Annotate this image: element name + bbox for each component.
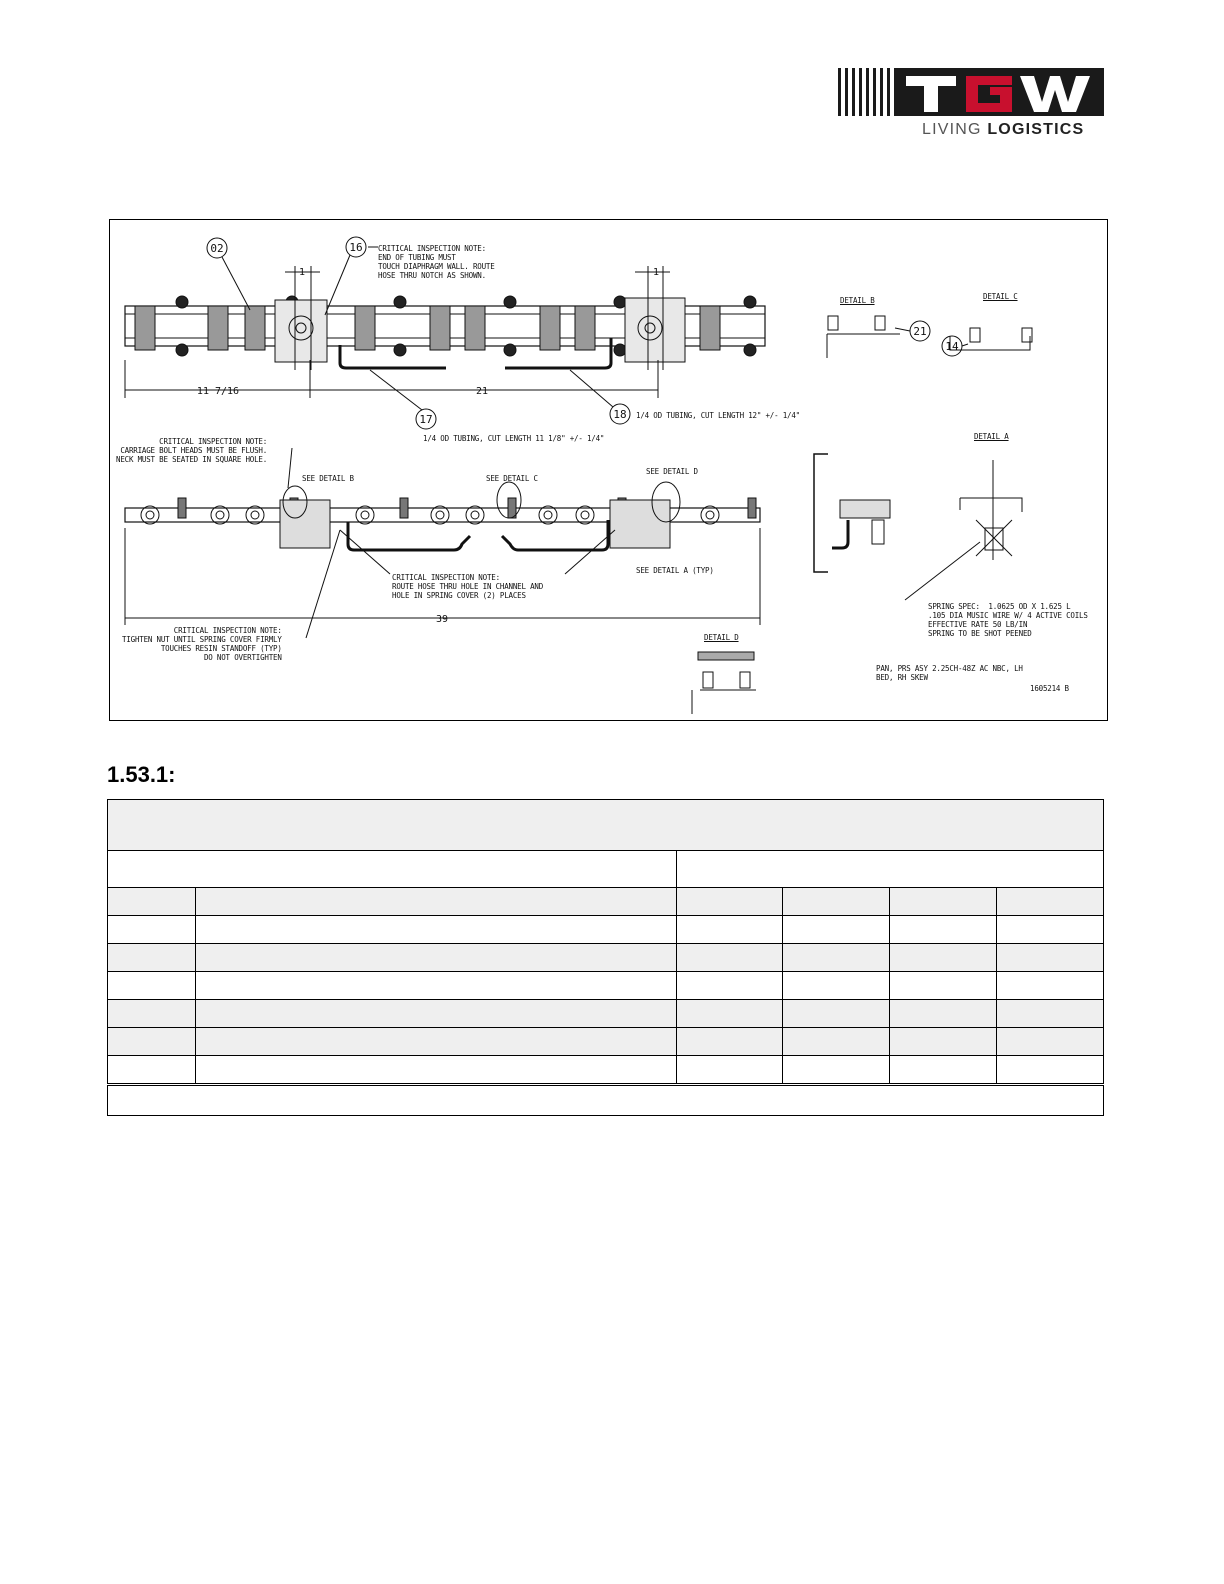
table-cell xyxy=(890,944,997,972)
table-header-cell xyxy=(890,888,997,916)
logo-tagline xyxy=(922,121,1084,139)
tighten-nut-note: CRITICAL INSPECTION NOTE: TIGHTEN NUT UNTIL SPRING COVER FIRMLY TOUCHES RESIN STANDOFF (TYP) DO NOT OVERTIGHTEN xyxy=(122,626,282,662)
table-cell xyxy=(677,1028,783,1056)
table-cell xyxy=(677,944,783,972)
drawing-number: 1605214 B xyxy=(1030,684,1069,693)
table-header-cell xyxy=(783,888,890,916)
table-footer xyxy=(108,1085,1104,1116)
dim-39: 39 xyxy=(435,614,449,625)
table-cell xyxy=(108,1000,196,1028)
table-cell xyxy=(783,1000,890,1028)
part-description: PAN, PRS ASY 2.25CH-48Z AC NBC, LH BED, RH SKEW xyxy=(876,664,1023,682)
table-cell xyxy=(196,1028,677,1056)
table-cell xyxy=(677,1000,783,1028)
table-cell xyxy=(783,972,890,1000)
table-cell xyxy=(108,1028,196,1056)
table-header-cell xyxy=(196,888,677,916)
table-cell xyxy=(997,1028,1104,1056)
table-cell xyxy=(997,916,1104,944)
dim-1-left: 1 xyxy=(298,267,306,278)
table-cell xyxy=(108,972,196,1000)
table-row xyxy=(108,1000,1104,1028)
table-row xyxy=(108,1028,1104,1056)
dim-11-7-16: 11 7/16 xyxy=(196,386,240,397)
table-cell xyxy=(108,944,196,972)
table-cell xyxy=(997,1056,1104,1085)
detail-a-title: DETAIL A xyxy=(974,432,1009,441)
balloon-14: 14 xyxy=(945,340,959,353)
see-detail-b: SEE DETAIL B xyxy=(302,474,354,483)
balloon-18: 18 xyxy=(613,408,627,421)
table-group-header xyxy=(108,851,677,888)
detail-b-title: DETAIL B xyxy=(840,296,875,305)
table-cell xyxy=(890,1028,997,1056)
balloon-02: 02 xyxy=(210,242,224,255)
table-cell xyxy=(890,1056,997,1085)
table-row xyxy=(108,916,1104,944)
inspection-table xyxy=(107,799,1103,1116)
table-cell xyxy=(677,1056,783,1085)
table-cell xyxy=(196,916,677,944)
table-cell xyxy=(196,1056,677,1085)
section-heading: 1.53.1: xyxy=(107,762,176,787)
table-title xyxy=(108,800,1104,851)
tagline-logistics: LOGISTICS xyxy=(987,121,1085,138)
table-cell xyxy=(196,972,677,1000)
table-cell xyxy=(783,944,890,972)
detail-c-title: DETAIL C xyxy=(983,292,1018,301)
table-cell xyxy=(196,944,677,972)
see-detail-d: SEE DETAIL D xyxy=(646,467,698,476)
spring-spec-note: SPRING SPEC: 1.0625 OD X 1.625 L .105 DIA MUSIC WIRE W/ 4 ACTIVE COILS EFFECTIVE RATE 50 LB/IN SPRING TO BE SHOT PEENED xyxy=(928,602,1088,638)
table-row xyxy=(108,972,1104,1000)
detail-d-title: DETAIL D xyxy=(704,633,739,642)
dim-1-right: 1 xyxy=(652,267,660,278)
technical-drawing xyxy=(109,219,1108,721)
see-detail-c: SEE DETAIL C xyxy=(486,474,538,483)
table-cell xyxy=(677,972,783,1000)
table-cell xyxy=(890,916,997,944)
table-cell xyxy=(783,916,890,944)
tubing-17-note: 1/4 OD TUBING, CUT LENGTH 11 1/8" +/- 1/4" xyxy=(423,434,605,443)
table-row xyxy=(108,1056,1104,1085)
table-cell xyxy=(997,972,1104,1000)
table-cell xyxy=(108,1056,196,1085)
table-group-header xyxy=(677,851,1104,888)
table-cell xyxy=(677,916,783,944)
table-cell xyxy=(997,944,1104,972)
table-header-cell xyxy=(997,888,1104,916)
table-cell xyxy=(890,1000,997,1028)
table-header-cell xyxy=(677,888,783,916)
tubing-18-note: 1/4 OD TUBING, CUT LENGTH 12" +/- 1/4" xyxy=(636,411,800,420)
dim-21: 21 xyxy=(475,386,489,397)
tubing-inspection-note: CRITICAL INSPECTION NOTE: END OF TUBING MUST TOUCH DIAPHRAGM WALL. ROUTE HOSE THRU NOTCH AS SHOWN. xyxy=(378,244,495,280)
see-detail-a: SEE DETAIL A (TYP) xyxy=(636,566,714,575)
tgw-logo-mark xyxy=(836,66,1106,118)
table-header-cell xyxy=(108,888,196,916)
balloon-21: 21 xyxy=(913,325,927,338)
route-hose-note: CRITICAL INSPECTION NOTE: ROUTE HOSE THRU HOLE IN CHANNEL AND HOLE IN SPRING COVER (2) PLACES xyxy=(392,573,544,600)
balloon-17: 17 xyxy=(419,413,433,426)
balloon-16: 16 xyxy=(349,241,363,254)
table-cell xyxy=(196,1000,677,1028)
table-cell xyxy=(890,972,997,1000)
company-logo xyxy=(836,66,1106,140)
table-cell xyxy=(997,1000,1104,1028)
table-cell xyxy=(783,1056,890,1085)
table-cell xyxy=(783,1028,890,1056)
carriage-bolt-note: CRITICAL INSPECTION NOTE: CARRIAGE BOLT HEADS MUST BE FLUSH. NECK MUST BE SEATED IN SQUARE HOLE. xyxy=(116,437,268,464)
tagline-living: LIVING xyxy=(922,121,982,138)
table-cell xyxy=(108,916,196,944)
table-row xyxy=(108,944,1104,972)
